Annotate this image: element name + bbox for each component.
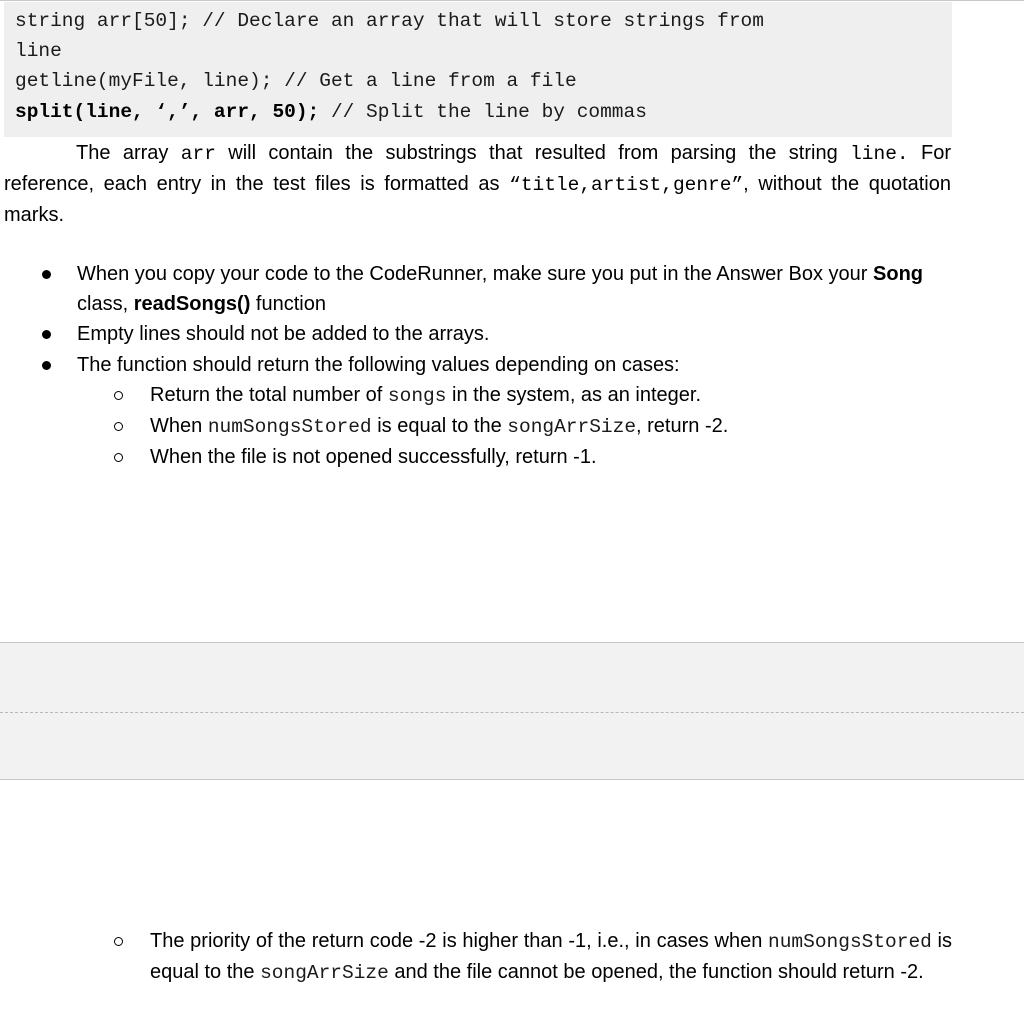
item-text: The priority of the return code -2 is higher than -1, i.e., in cases when	[150, 930, 769, 952]
page-break-divider	[0, 712, 1024, 713]
item-text: , return -2.	[636, 415, 729, 438]
item-text: Empty lines should not be added to the arrays.	[77, 323, 490, 346]
item-text: and the file cannot be opened, the function should return -2.	[388, 961, 924, 984]
para-code-arr: arr	[180, 143, 216, 165]
item-text: class,	[77, 293, 134, 316]
code-line-3: getline(myFile, line); // Get a line from a file	[15, 70, 577, 93]
bullet-dot-icon	[42, 270, 51, 279]
item-bold-song: Song	[873, 263, 924, 285]
continued-list	[0, 926, 952, 988]
description-paragraph	[4, 138, 951, 231]
bullet-circle-icon	[114, 422, 123, 431]
item-bold-readsongs: readSongs()	[133, 293, 251, 316]
sub-list-item	[0, 442, 952, 472]
item-code-numsongsstored: numSongsStored	[768, 931, 932, 953]
item-text: When the file is not opened successfully, return -1.	[150, 446, 597, 469]
para-text-4: , without the quotation marks.	[4, 173, 951, 227]
item-text: is equal to the	[150, 930, 953, 984]
item-text: is equal to the	[371, 415, 508, 438]
bullet-circle-icon	[114, 453, 123, 462]
code-block	[4, 2, 952, 137]
para-text-2: will contain the substrings that resulted from parsing the string	[215, 142, 851, 164]
para-code-line: line.	[850, 143, 909, 165]
item-text: When	[150, 415, 208, 438]
page-break-gap	[0, 642, 1024, 780]
item-code-songarrsize: songArrSize	[507, 416, 637, 439]
list-item	[0, 319, 952, 349]
item-text: The function should return the following values depending on cases:	[77, 353, 680, 376]
item-code-songarrsize: songArrSize	[260, 962, 389, 985]
item-text: When you copy your code to the CodeRunner, make sure you put in the Answer Box your	[77, 263, 874, 285]
item-text: function	[250, 293, 326, 316]
list-item	[0, 350, 952, 380]
item-text: Return the total number of	[150, 383, 388, 406]
code-line-4	[15, 97, 952, 127]
bullet-circle-icon	[114, 391, 123, 400]
item-code-numsongsstored: numSongsStored	[207, 416, 372, 439]
code-line-2: line	[15, 40, 62, 63]
para-text-1: The array	[76, 142, 181, 164]
sub-list-item	[0, 926, 952, 988]
item-code-songs: songs	[387, 384, 447, 407]
para-code-format: “title,artist,genre”	[509, 174, 744, 197]
para-text-3: For reference, each entry in the test files is formatted as	[4, 142, 951, 196]
list-item	[0, 259, 952, 319]
sub-list-item	[0, 411, 952, 442]
code-split-call: split(line, ‘,’, arr, 50);	[15, 100, 320, 123]
code-line-1: string arr[50]; // Declare an array that will store strings from	[15, 10, 764, 32]
item-text: in the system, as an integer.	[446, 383, 702, 406]
code-split-comment: // Split the line by commas	[319, 100, 647, 123]
top-page-border	[0, 0, 1024, 1]
requirements-list	[0, 259, 952, 472]
bullet-dot-icon	[42, 361, 51, 370]
bullet-dot-icon	[42, 330, 51, 339]
bullet-circle-icon	[114, 937, 123, 946]
sub-list-item	[0, 380, 952, 411]
